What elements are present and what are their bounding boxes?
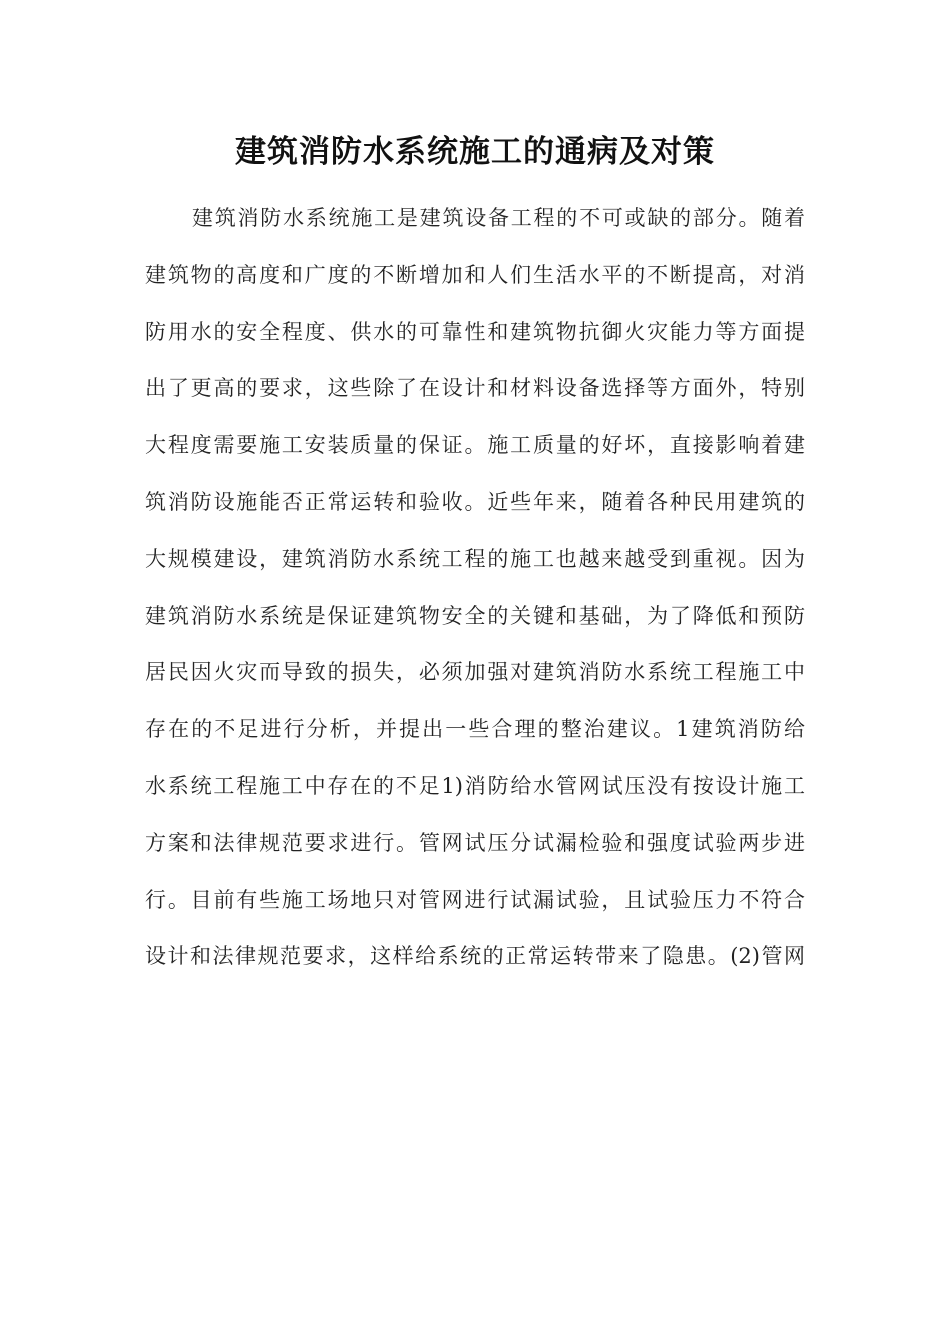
text-line: 行。目前有些施工场地只对管网进行试漏试验，且试验压力不符合	[145, 887, 805, 912]
text-line: 方案和法律规范要求进行。管网试压分试漏检验和强度试验两步进	[145, 830, 805, 855]
text-line: 大规模建设，建筑消防水系统工程的施工也越来越受到重视。因为	[145, 546, 805, 571]
text-line: 大程度需要施工安装质量的保证。施工质量的好坏，直接影响着建	[145, 433, 805, 458]
document-body	[145, 190, 805, 985]
text-line: 建筑消防水系统是保证建筑物安全的关键和基础，为了降低和预防	[145, 603, 805, 628]
document-title: 建筑消防水系统施工的通病及对策	[235, 134, 715, 170]
text-line: 筑消防设施能否正常运转和验收。近些年来，随着各种民用建筑的	[145, 489, 805, 514]
text-line: 建筑消防水系统施工是建筑设备工程的不可或缺的部分。随着	[192, 206, 805, 230]
text-line: 建筑物的高度和广度的不断增加和人们生活水平的不断提高，对消	[145, 262, 805, 287]
text-line: 设计和法律规范要求，这样给系统的正常运转带来了隐患。(2)管网	[145, 944, 805, 969]
text-line: 水系统工程施工中存在的不足1)消防给水管网试压没有按设计施工	[145, 773, 805, 798]
text-line: 居民因火灾而导致的损失，必须加强对建筑消防水系统工程施工中	[145, 660, 805, 685]
text-line: 出了更高的要求，这些除了在设计和材料设备选择等方面外，特别	[145, 376, 805, 401]
text-line: 存在的不足进行分析，并提出一些合理的整治建议。1建筑消防给	[145, 717, 805, 742]
text-line: 防用水的安全程度、供水的可靠性和建筑物抗御火灾能力等方面提	[145, 319, 805, 344]
